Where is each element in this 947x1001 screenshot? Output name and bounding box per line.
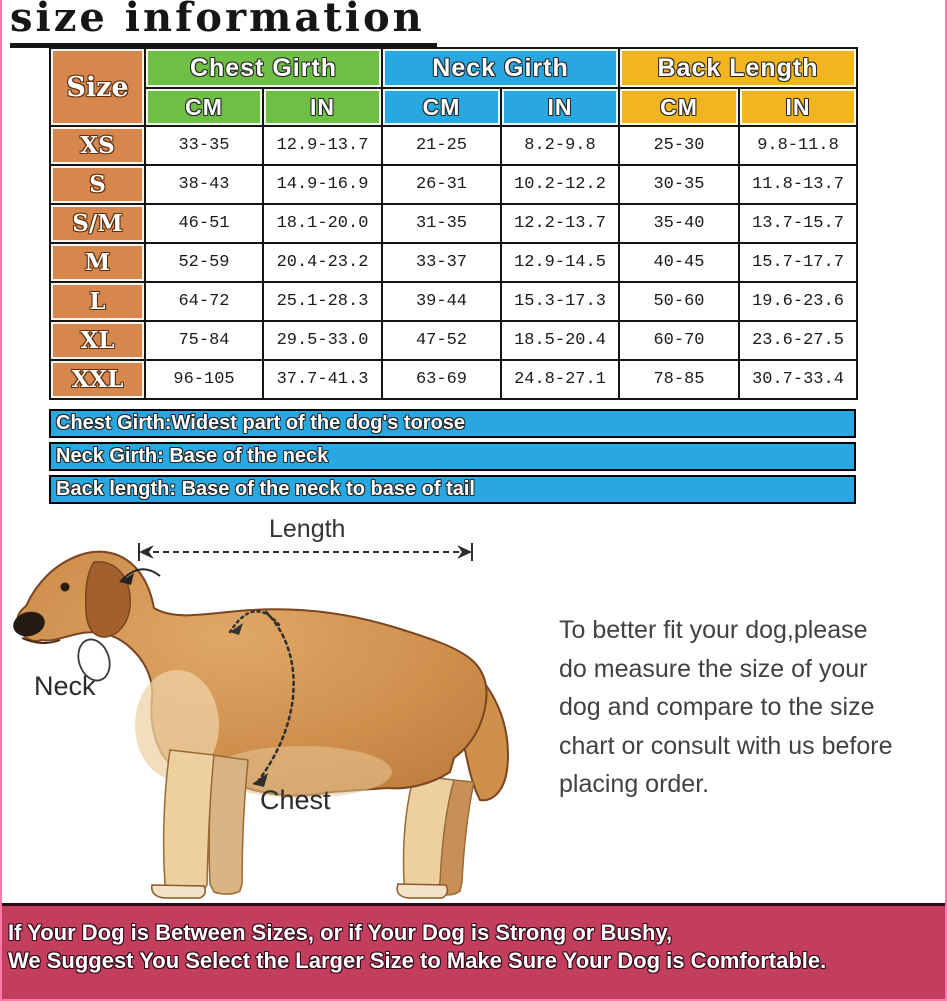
neck-cm-cell: 31-35 [382,204,501,243]
advice-line: chart or consult with us before [559,731,893,760]
neck-cm-cell: 63-69 [382,360,501,399]
back-cm-cell: 78-85 [619,360,739,399]
dog-illustration [10,552,508,898]
back-in-cell: 15.7-17.7 [739,243,857,282]
chest-in-cell: 14.9-16.9 [263,165,382,204]
chest-label: Chest [260,785,331,815]
note-neck-girth: Neck Girth: Base of the neck [49,442,856,471]
back-in-cell: 11.8-13.7 [739,165,857,204]
chest-cm-cell: 75-84 [145,321,263,360]
chest-cm-cell: 64-72 [145,282,263,321]
neck-in-cell: 18.5-20.4 [501,321,619,360]
back-cm-cell: 25-30 [619,126,739,165]
advice-line: placing order. [559,770,710,798]
size-table [49,47,858,400]
back-length-header: Back Length [619,48,857,88]
back-cm-cell: 35-40 [619,204,739,243]
neck-cm-cell: 47-52 [382,321,501,360]
neck-cm-cell: 21-25 [382,126,501,165]
size-cell: XL [50,321,145,360]
neck-in-header: IN [501,88,619,126]
chest-in-cell: 37.7-41.3 [263,360,382,399]
neck-label: Neck [34,671,96,701]
neck-girth-header: Neck Girth [382,48,619,88]
neck-in-cell: 10.2-12.2 [501,165,619,204]
neck-cm-cell: 26-31 [382,165,501,204]
chest-cm-cell: 33-35 [145,126,263,165]
back-in-cell: 23.6-27.5 [739,321,857,360]
neck-cm-header: CM [382,88,501,126]
advice-line: do measure the size of your [559,654,868,683]
table-header-row-groups [50,48,857,88]
back-cm-header: CM [619,88,739,126]
size-cell: XS [50,126,145,165]
table-row [50,282,857,321]
length-arrow [139,543,472,561]
neck-in-cell: 8.2-9.8 [501,126,619,165]
back-cm-cell: 50-60 [619,282,739,321]
advice-line: To better fit your dog,please [559,616,868,644]
neck-cm-cell: 39-44 [382,282,501,321]
table-header-row-units [50,88,857,126]
neck-cm-cell: 33-37 [382,243,501,282]
warning-line: We Suggest You Select the Larger Size to Make Sure Your Dog is Comfortable. [8,948,827,973]
back-in-cell: 9.8-11.8 [739,126,857,165]
back-cm-cell: 60-70 [619,321,739,360]
chest-in-cell: 12.9-13.7 [263,126,382,165]
neck-in-cell: 12.2-13.7 [501,204,619,243]
measure-advice-text [559,611,893,804]
table-row [50,243,857,282]
size-column-header: Size [50,48,145,126]
chest-cm-cell: 96-105 [145,360,263,399]
back-cm-cell: 40-45 [619,243,739,282]
dog-eye [61,583,70,592]
table-row [50,204,857,243]
sizing-warning-banner [2,903,945,999]
back-in-cell: 30.7-33.4 [739,360,857,399]
chest-in-cell: 29.5-33.0 [263,321,382,360]
chest-girth-header: Chest Girth [145,48,382,88]
chest-cm-header: CM [145,88,263,126]
neck-in-cell: 15.3-17.3 [501,282,619,321]
size-cell: S [50,165,145,204]
chest-in-cell: 18.1-20.0 [263,204,382,243]
size-cell: S/M [50,204,145,243]
size-cell: M [50,243,145,282]
back-in-cell: 13.7-15.7 [739,204,857,243]
back-cm-cell: 30-35 [619,165,739,204]
neck-in-cell: 12.9-14.5 [501,243,619,282]
warning-line: If Your Dog is Between Sizes, or if Your Dog is Strong or Bushy, [8,920,673,945]
chest-cm-cell: 46-51 [145,204,263,243]
table-row [50,165,857,204]
table-row [50,360,857,399]
chest-in-cell: 25.1-28.3 [263,282,382,321]
chest-in-header: IN [263,88,382,126]
chest-in-cell: 20.4-23.2 [263,243,382,282]
note-back-length: Back length: Base of the neck to base of tail [49,475,856,504]
back-in-header: IN [739,88,857,126]
note-chest-girth: Chest Girth:Widest part of the dog's torose [49,409,856,438]
size-cell: L [50,282,145,321]
advice-line: dog and compare to the size [559,693,875,721]
length-label: Length [269,515,346,543]
page-title: size information [10,0,437,48]
size-cell: XXL [50,360,145,399]
back-in-cell: 19.6-23.6 [739,282,857,321]
table-row [50,321,857,360]
chest-cm-cell: 38-43 [145,165,263,204]
dog-measurement-diagram [2,540,532,905]
table-row [50,126,857,165]
chest-cm-cell: 52-59 [145,243,263,282]
neck-in-cell: 24.8-27.1 [501,360,619,399]
